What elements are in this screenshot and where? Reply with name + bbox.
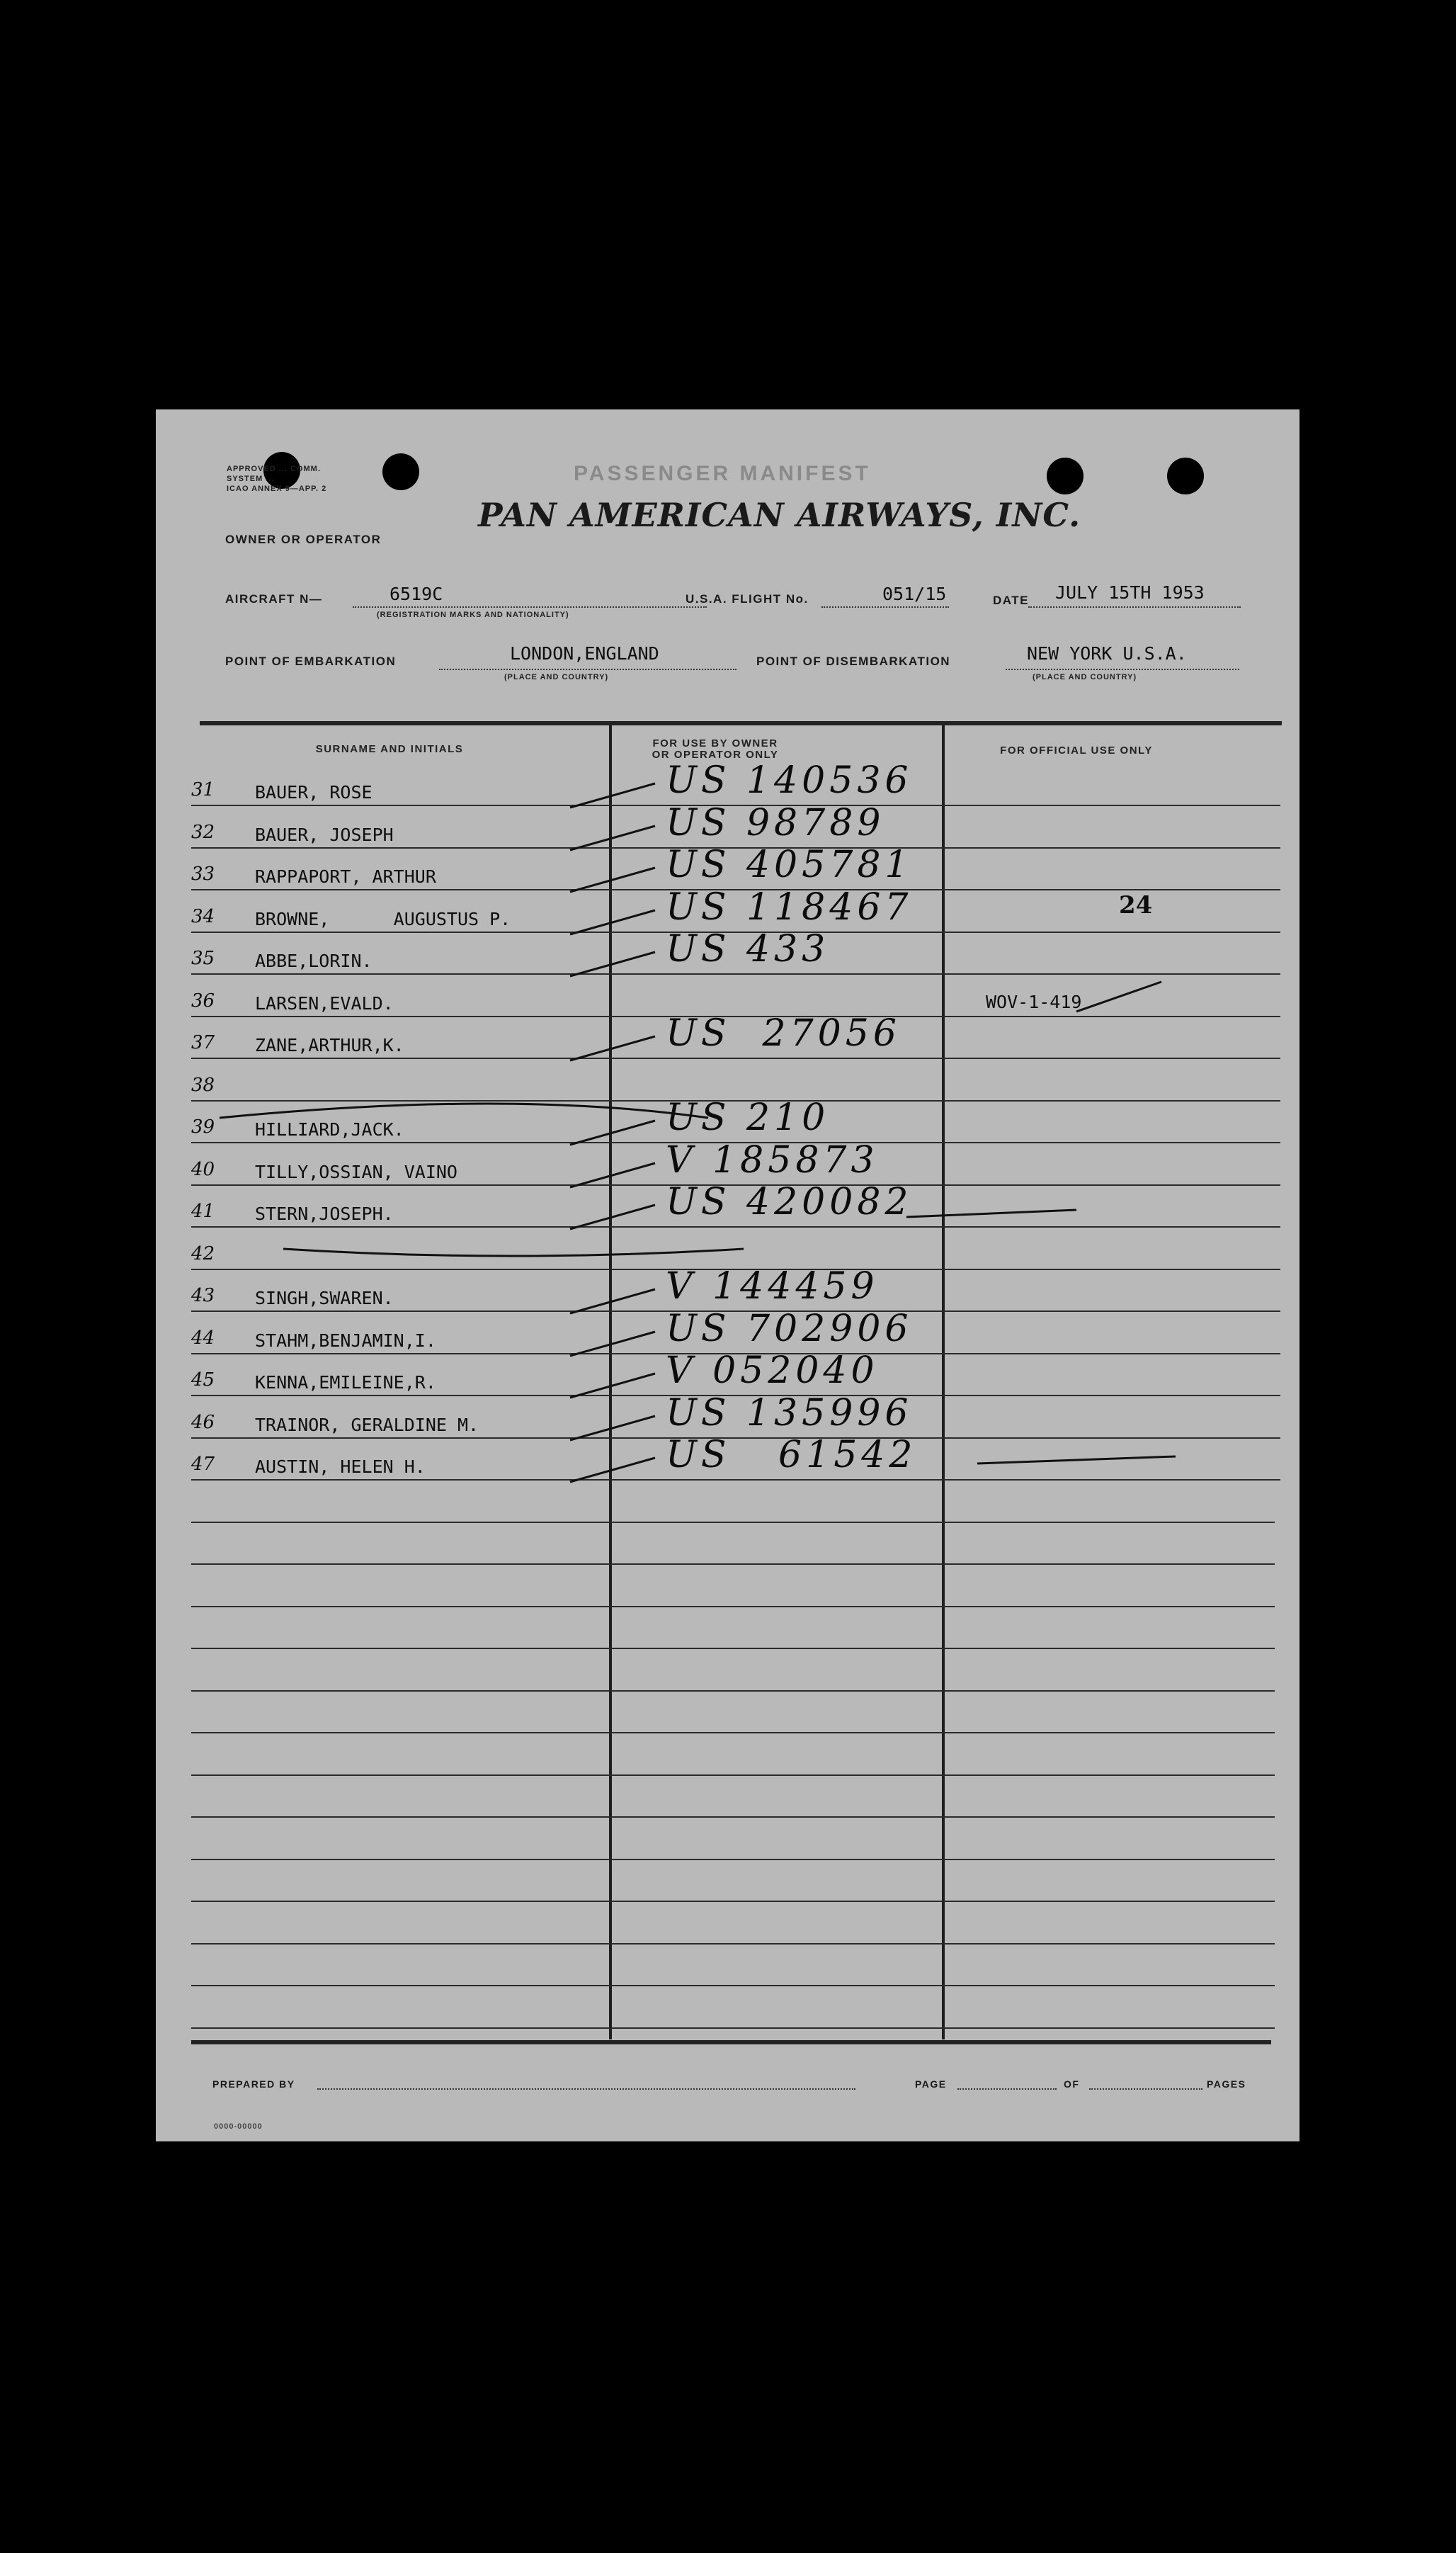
date-value: JULY 15TH 1953 <box>1055 582 1205 603</box>
passenger-name: STERN,JOSEPH. <box>255 1204 394 1224</box>
passenger-name: TRAINOR, GERALDINE M. <box>255 1414 479 1435</box>
approval-note: APPROVED ... COMM. <box>227 465 321 473</box>
passenger-name: BAUER, JOSEPH <box>255 824 394 845</box>
passenger-name: ABBE,LORIN. <box>255 951 372 971</box>
col-header-official: FOR OFFICIAL USE ONLY <box>1000 745 1153 757</box>
aircraft-value: 6519C <box>389 584 443 604</box>
col-header-owner-line2: OR OPERATOR ONLY <box>652 749 779 761</box>
passport-number: US 135996 <box>666 1391 913 1434</box>
passport-number: V 144459 <box>666 1265 879 1308</box>
row-number: 42 <box>191 1242 215 1264</box>
col-header-owner-line1: FOR USE BY OWNER <box>652 737 778 749</box>
passenger-name: SINGH,SWAREN. <box>255 1288 394 1308</box>
disembark-value: NEW YORK U.S.A. <box>1027 643 1187 664</box>
approval-note: ICAO ANNEX 9—APP. 2 <box>227 485 327 493</box>
passenger-name: AUSTIN, HELEN H. <box>255 1456 426 1477</box>
prepared-by-label: PREPARED BY <box>212 2078 295 2090</box>
passport-number: V 052040 <box>666 1349 879 1392</box>
underline-stroke <box>977 1456 1176 1464</box>
passenger-name: STAHM,BENJAMIN,I. <box>255 1330 436 1351</box>
row-number: 37 <box>191 1032 215 1053</box>
row-number: 35 <box>191 948 215 969</box>
embark-value: LONDON,ENGLAND <box>510 643 659 664</box>
row-number: 38 <box>191 1074 215 1096</box>
official-count: 24 <box>1119 891 1153 919</box>
disembark-label: POINT OF DISEMBARKATION <box>756 655 951 668</box>
form-title: PASSENGER MANIFEST <box>574 462 871 485</box>
passenger-name: RAPPAPORT, ARTHUR <box>255 866 436 887</box>
manifest-sheet <box>156 409 1299 2141</box>
row-number: 40 <box>191 1158 215 1180</box>
aircraft-label: AIRCRAFT N— <box>225 592 323 606</box>
passport-number: US 210 <box>666 1097 830 1139</box>
owner-label: OWNER OR OPERATOR <box>225 533 382 546</box>
pages-label: PAGES <box>1207 2078 1246 2090</box>
flight-value: 051/15 <box>882 584 947 604</box>
passport-number: US 702906 <box>666 1307 913 1350</box>
row-number: 43 <box>191 1285 215 1306</box>
row-number: 34 <box>191 905 215 927</box>
row-number: 31 <box>191 779 215 800</box>
row-number: 39 <box>191 1116 215 1138</box>
col-header-surname: SURNAME AND INITIALS <box>315 743 464 755</box>
row-number: 47 <box>191 1454 215 1475</box>
of-label: OF <box>1064 2078 1080 2090</box>
passenger-name: HILLIARD,JACK. <box>255 1119 404 1140</box>
passport-number: US 118467 <box>666 885 913 929</box>
passport-number: US 433 <box>666 928 830 970</box>
row-number: 36 <box>191 990 215 1012</box>
page-label: PAGE <box>915 2078 947 2090</box>
strikeout-stroke <box>283 1249 744 1256</box>
row-number: 45 <box>191 1369 215 1391</box>
passport-number: US 98789 <box>666 801 885 844</box>
passenger-name: KENNA,EMILEINE,R. <box>255 1372 436 1393</box>
passenger-name: BROWNE, AUGUSTUS P. <box>255 908 511 929</box>
passport-number: US 27056 <box>666 1012 901 1055</box>
row-number: 32 <box>191 821 215 843</box>
official-note: WOV-1-419 <box>986 991 1082 1012</box>
pen-marks <box>156 409 1299 2141</box>
row-number: 41 <box>191 1201 215 1222</box>
flight-label: U.S.A. FLIGHT No. <box>686 592 809 606</box>
underline-stroke <box>1076 982 1161 1012</box>
passport-number: US 61542 <box>666 1434 917 1476</box>
passport-number: US 140536 <box>666 759 913 802</box>
form-code: 0000-00000 <box>214 2122 263 2131</box>
operator-name: PAN AMERICAN AIRWAYS, INC. <box>478 496 1081 534</box>
passenger-name: LARSEN,EVALD. <box>255 992 394 1014</box>
embark-sub: (PLACE AND COUNTRY) <box>504 673 609 681</box>
date-label: DATE <box>993 594 1030 607</box>
row-number: 46 <box>191 1411 215 1433</box>
strikeout-stroke <box>220 1104 708 1118</box>
passenger-name: BAUER, ROSE <box>255 782 372 803</box>
disembark-sub: (PLACE AND COUNTRY) <box>1033 673 1137 681</box>
aircraft-sub: (REGISTRATION MARKS AND NATIONALITY) <box>377 611 569 619</box>
passport-number: US 420082 <box>666 1181 913 1223</box>
embark-label: POINT OF EMBARKATION <box>225 655 397 668</box>
passenger-name: TILLY,OSSIAN, VAINO <box>255 1161 457 1182</box>
passenger-name: ZANE,ARTHUR,K. <box>255 1035 404 1055</box>
passport-number: V 185873 <box>666 1138 879 1182</box>
approval-note: SYSTEM ... <box>227 475 275 483</box>
row-number: 44 <box>191 1327 215 1349</box>
underline-stroke <box>906 1210 1076 1217</box>
passport-number: US 405781 <box>666 844 913 886</box>
row-number: 33 <box>191 864 215 885</box>
